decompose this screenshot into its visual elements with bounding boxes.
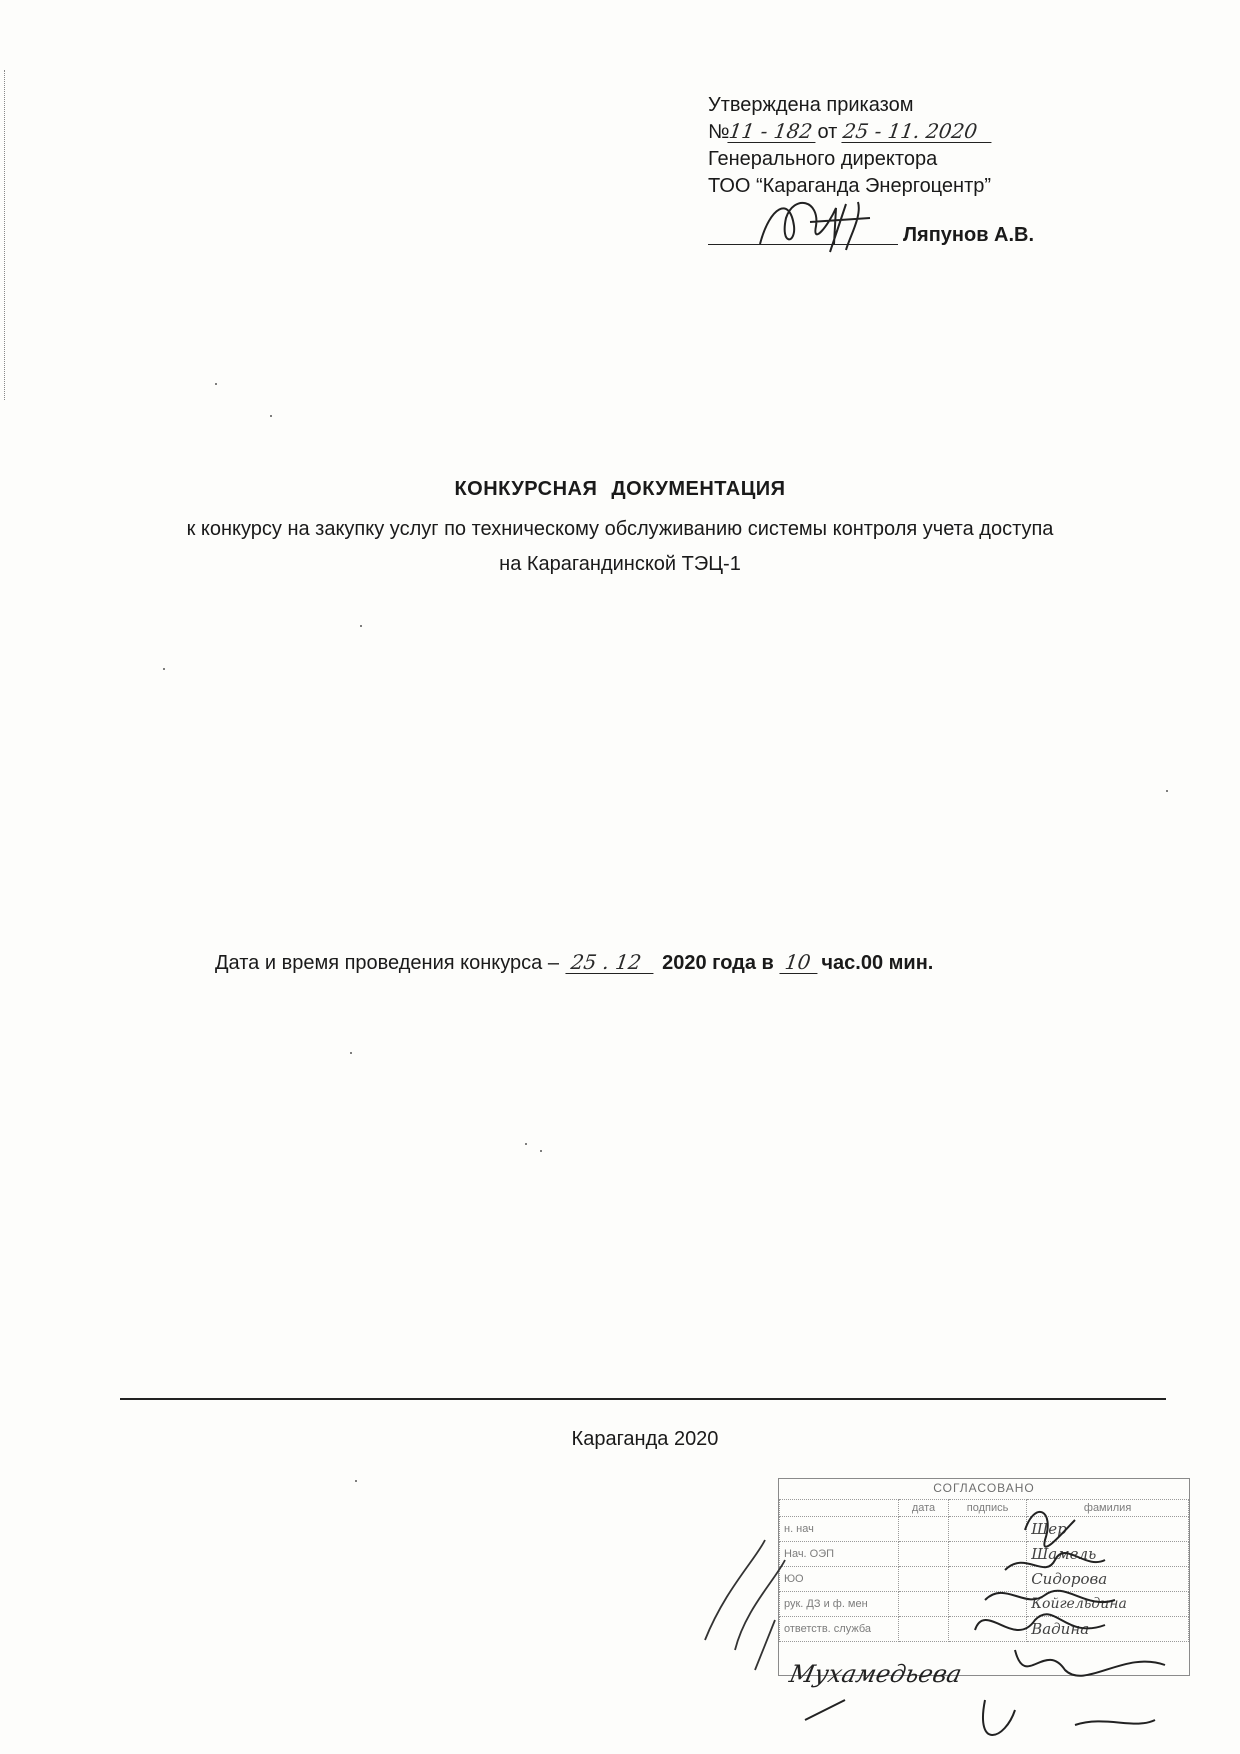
stamp-surname: Вадина xyxy=(1027,1617,1189,1642)
stamp-header-date: дата xyxy=(899,1500,949,1517)
scan-speck xyxy=(525,1143,527,1145)
stamp-role: ЮО xyxy=(780,1567,899,1592)
stamp-title: СОГЛАСОВАНО xyxy=(933,1481,1035,1495)
scan-speck xyxy=(1166,790,1168,792)
scan-speck xyxy=(163,668,165,670)
stamp-surname: Шамель xyxy=(1027,1542,1189,1567)
director-signature xyxy=(750,196,900,256)
year-text: 2020 года в xyxy=(662,952,774,974)
director-signature-row xyxy=(708,210,1035,250)
stamp-surname: Сидорова xyxy=(1027,1567,1189,1592)
approval-line-4: ТОО “Караганда Энергоцентр” xyxy=(708,175,992,197)
datetime-prefix: Дата и время проведения конкурса – xyxy=(215,952,559,974)
order-date: 25 - 11. 2020 xyxy=(841,120,994,143)
stamp-role: н. нач xyxy=(780,1517,899,1542)
extra-signature: Мухамедьева xyxy=(787,1660,965,1688)
scan-edge-marks xyxy=(4,70,15,400)
scan-speck xyxy=(350,1052,352,1054)
stamp-surname: Шер xyxy=(1027,1517,1189,1542)
document-title: КОНКУРСНАЯ ДОКУМЕНТАЦИЯ xyxy=(454,478,786,500)
handwritten-date: 25 . 12 xyxy=(565,951,656,974)
approval-line-2 xyxy=(708,119,993,146)
stamp-role: ответств. служба xyxy=(780,1617,899,1642)
stamp-signatures xyxy=(685,1500,1205,1750)
scan-speck xyxy=(540,1150,542,1152)
title-block xyxy=(0,478,1240,576)
stamp-role: Нач. ОЭП xyxy=(780,1542,899,1567)
approval-line-1: Утверждена приказом xyxy=(708,94,914,116)
document-subtitle-line-2: на Карагандинской ТЭЦ-1 xyxy=(499,553,741,575)
scan-speck xyxy=(360,625,362,627)
handwritten-hour: 10 xyxy=(780,951,821,974)
stamp-header-signature: подпись xyxy=(948,1500,1026,1517)
time-suffix: час.00 мин. xyxy=(821,952,934,974)
document-subtitle-line-1: к конкурсу на закупку услуг по техническому обслуживанию системы контроля учета доступа xyxy=(186,518,1054,540)
from-word: от xyxy=(817,121,838,143)
order-number: 11 - 182 xyxy=(728,120,819,143)
stamp-header-surname: фамилия xyxy=(1027,1500,1189,1517)
stamp-role: рук. ДЗ и ф. мен xyxy=(780,1592,899,1617)
city-year: Караганда 2020 xyxy=(571,1428,719,1450)
stamp-surname: Койгельдина xyxy=(1027,1592,1189,1617)
scan-speck xyxy=(215,383,217,385)
director-name: Ляпунов А.В. xyxy=(903,224,1035,246)
competition-datetime xyxy=(215,951,933,975)
scan-speck xyxy=(270,415,272,417)
number-sign: № xyxy=(708,121,730,143)
scan-speck xyxy=(355,1480,357,1482)
approval-line-3: Генерального директора xyxy=(708,148,938,170)
horizontal-rule xyxy=(120,1398,1166,1400)
approval-block xyxy=(708,92,1035,250)
